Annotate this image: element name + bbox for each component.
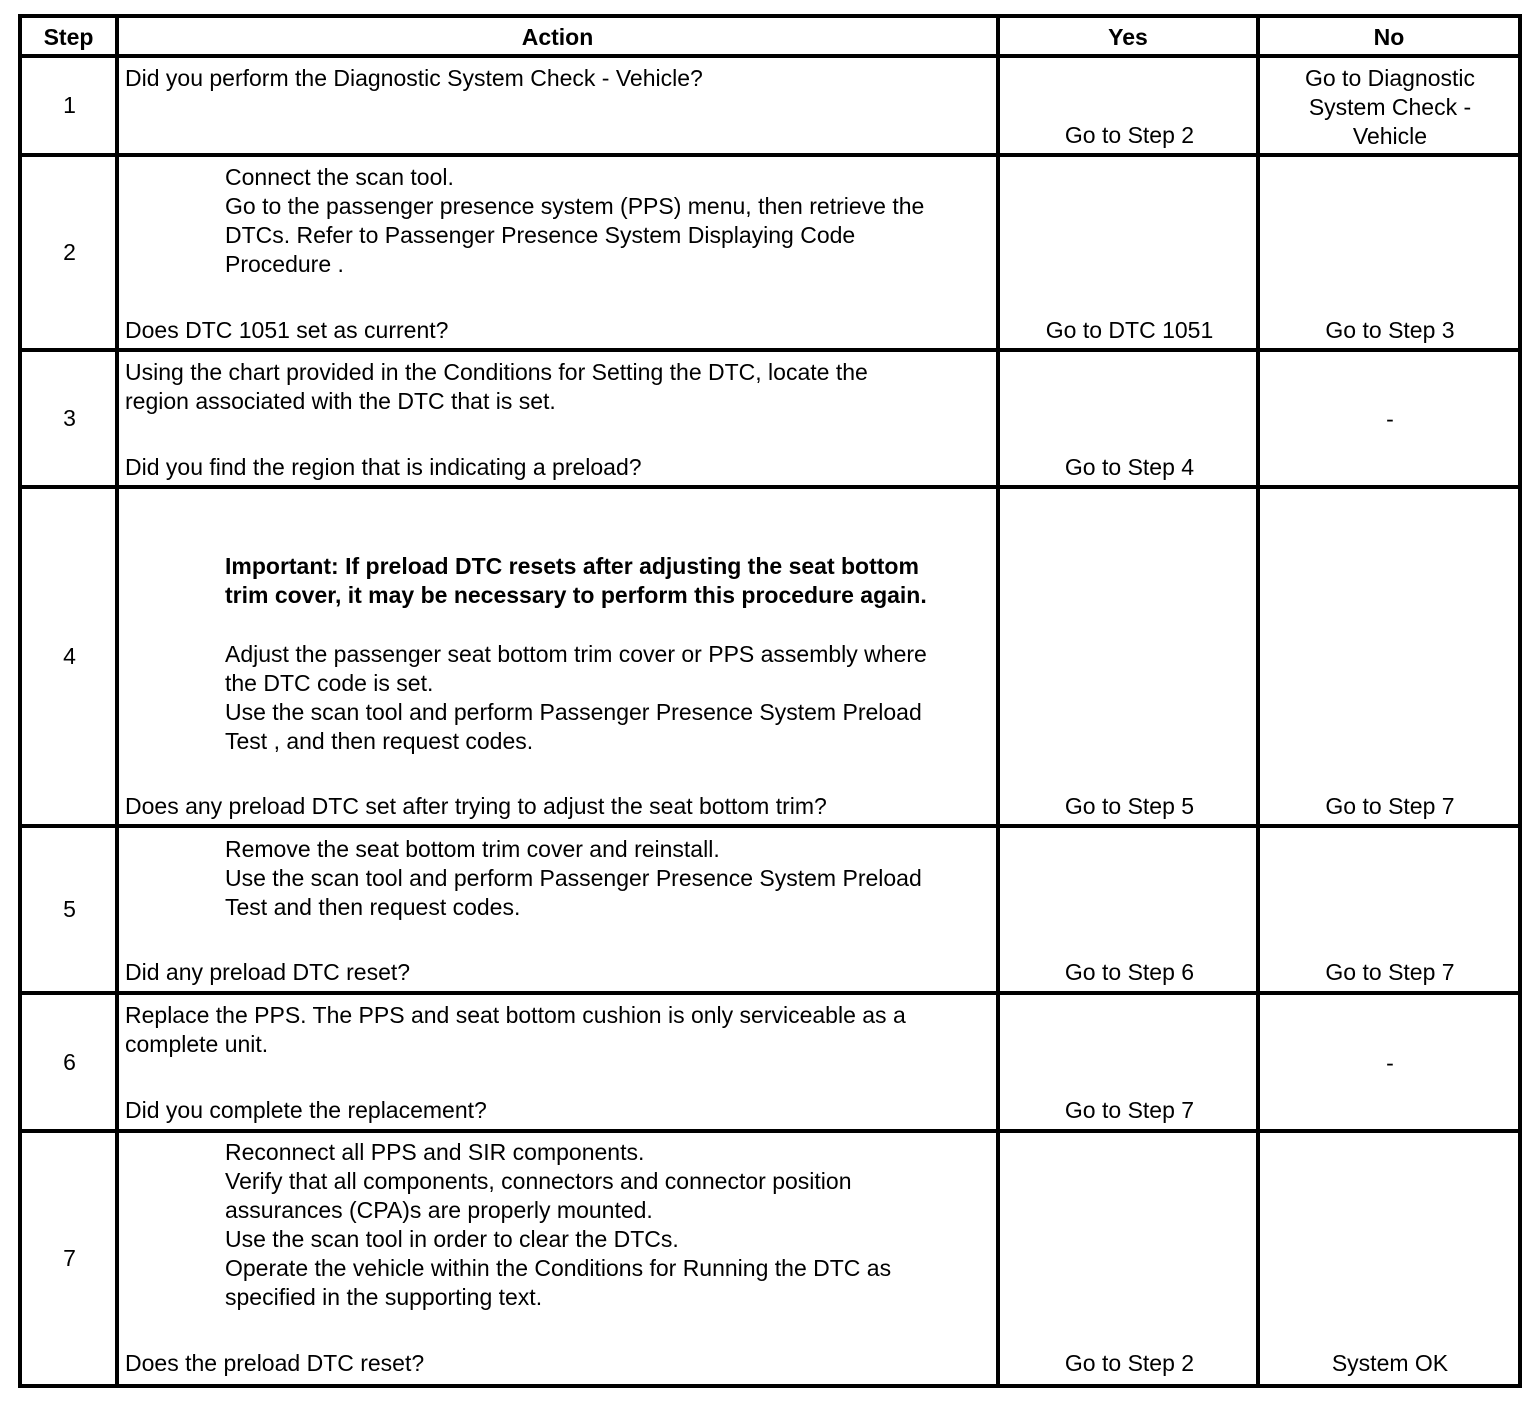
row-divider (18, 1129, 1522, 1133)
step-number: 7 (63, 1245, 76, 1271)
action-text: Using the chart provided in the Conditions for Setting the DTC, locate the region associated with the DTC that is set. (125, 359, 868, 414)
step-number: 1 (63, 92, 76, 118)
yes-result: Go to Step 2 (1064, 1350, 1195, 1376)
step-number: 5 (63, 896, 76, 922)
no-result: Go to Diagnostic System Check - Vehicle (1304, 65, 1476, 149)
no-result: Go to Step 7 (1325, 959, 1455, 985)
step-number: 4 (63, 643, 76, 669)
important-note: Important: If preload DTC resets after adjusting the seat bottom trim cover, it may be necessary to perform this procedure again. (225, 553, 927, 608)
action-question: Does any preload DTC set after trying to adjust the seat bottom trim? (125, 793, 827, 819)
no-result: System OK (1331, 1350, 1449, 1376)
row-divider (18, 991, 1522, 995)
row-divider (18, 153, 1522, 157)
action-substeps: Connect the scan tool. Go to the passenger presence system (PPS) menu, then retrieve the DTCs. Refer to Passenger Presence System Displaying Code Procedure . (225, 164, 925, 277)
no-result: Go to Step 3 (1325, 317, 1455, 343)
action-question: Did any preload DTC reset? (125, 959, 411, 985)
yes-result: Go to Step 7 (1064, 1097, 1195, 1123)
yes-result: Go to DTC 1051 (1045, 317, 1214, 343)
header-step: Step (43, 23, 94, 50)
yes-result: Go to Step 2 (1064, 122, 1195, 148)
no-result: - (1386, 1050, 1394, 1076)
action-substeps: Adjust the passenger seat bottom trim cover or PPS assembly where the DTC code is set. Use the scan tool and perform Passenger Presence System Preload Test , and then request codes. (225, 641, 927, 754)
no-result: Go to Step 7 (1325, 793, 1455, 819)
action-question: Did you find the region that is indicating a preload? (125, 454, 642, 480)
header-no: No (1373, 23, 1405, 50)
step-number: 2 (63, 239, 76, 265)
yes-result: Go to Step 4 (1064, 454, 1195, 480)
action-question: Does DTC 1051 set as current? (125, 317, 449, 343)
row-divider (18, 824, 1522, 828)
step-number: 6 (63, 1048, 76, 1075)
action-substeps: Reconnect all PPS and SIR components. Verify that all components, connectors and connector position assurances (CPA)s are properly mounted. Use the scan tool in order to clear the DTCs. Operate the vehicle within the Conditions for Running the DTC as specified in the supporting text. (225, 1139, 892, 1310)
column-divider (996, 14, 1000, 1388)
yes-result: Go to Step 5 (1064, 793, 1195, 819)
action-question: Did you complete the replacement? (125, 1097, 487, 1123)
step-number: 3 (63, 405, 76, 431)
row-divider (18, 348, 1522, 352)
action-text: Replace the PPS. The PPS and seat bottom cushion is only serviceable as a complete unit. (125, 1002, 906, 1057)
yes-result: Go to Step 6 (1064, 959, 1195, 985)
no-result: - (1386, 406, 1394, 432)
action-question: Did you perform the Diagnostic System Check - Vehicle? (125, 65, 703, 91)
action-substeps: Remove the seat bottom trim cover and reinstall. Use the scan tool and perform Passenger Presence System Preload Test and then request codes. (225, 836, 922, 920)
header-action: Action (521, 23, 594, 50)
header-yes: Yes (1108, 23, 1148, 50)
row-divider (18, 485, 1522, 489)
action-question: Does the preload DTC reset? (125, 1350, 425, 1376)
column-divider (1256, 14, 1260, 1388)
